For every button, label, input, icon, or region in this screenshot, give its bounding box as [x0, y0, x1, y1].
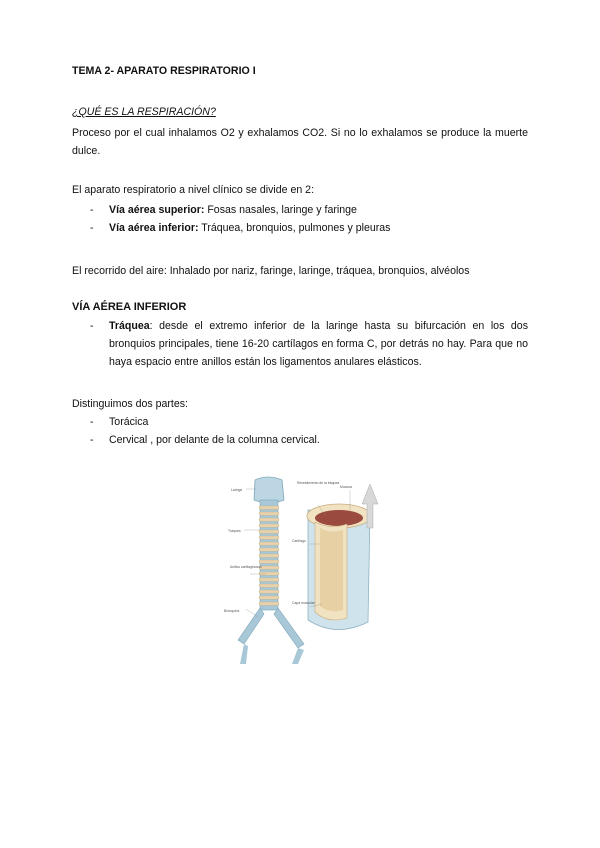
dash-bullet: -: [90, 222, 94, 234]
cartilage-ring: [259, 578, 279, 581]
cartilage-ring: [259, 554, 279, 557]
list-item-text: Tráquea, bronquios, pulmones y pleuras: [198, 222, 391, 234]
list-trachea: [72, 317, 528, 371]
label-traquea: Tráquea: [228, 529, 241, 533]
dash-bullet: -: [90, 416, 94, 428]
cartilage-ring: [259, 566, 279, 569]
paragraph-definition: Proceso por el cual inhalamos O2 y exhalamos CO2. Si no lo exhalamos se produce la muerte dulce.: [72, 127, 528, 157]
section-heading: VÍA AÉREA INFERIOR: [72, 301, 187, 313]
cartilage-ring: [259, 536, 279, 539]
cartilage-ring: [259, 548, 279, 551]
list-airway-parts: [72, 201, 528, 237]
trachea-illustration: [200, 472, 405, 665]
cartilage-ring: [259, 590, 279, 593]
dash-bullet: -: [90, 204, 94, 216]
cartilage-ring: [259, 584, 279, 587]
dash-bullet: -: [90, 320, 94, 332]
list-item: [72, 201, 528, 219]
paragraph-division: El aparato respiratorio a nivel clínico se divide en 2:: [72, 184, 315, 196]
list-item-text: Torácica: [109, 416, 149, 428]
cartilage-ring: [259, 530, 279, 533]
cartilage-ring: [259, 506, 279, 509]
cartilage-ring: [259, 560, 279, 563]
label-revestimiento: Revestimiento de la tráquea: [297, 481, 340, 485]
list-item: [72, 317, 528, 371]
document-title: TEMA 2- APARATO RESPIRATORIO I: [72, 65, 256, 77]
list-item: [72, 413, 528, 431]
cartilage-ring: [259, 602, 279, 605]
cartilage-ring: [259, 572, 279, 575]
cartilage-ring: [259, 512, 279, 515]
cartilage-ring: [259, 542, 279, 545]
list-item: [72, 219, 528, 237]
cartilage-ring: [259, 596, 279, 599]
label-capa-muscular: Capa muscular: [292, 601, 315, 605]
list-item-term: Vía aérea superior:: [109, 204, 205, 216]
paragraph-two-parts: Distinguimos dos partes:: [72, 398, 188, 410]
list-item-term: Vía aérea inferior:: [109, 222, 199, 234]
list-item-text: Fosas nasales, laringe y faringe: [204, 204, 357, 216]
section-subheading: ¿QUÉ ES LA RESPIRACIÓN?: [72, 106, 216, 118]
list-item-body: [109, 317, 528, 371]
list-trachea-parts: [72, 413, 528, 449]
label-bronquios: Bronquios: [224, 609, 240, 613]
list-item-text: : desde el extremo inferior de la laringe hasta su bifurcación en los dos bronquios principales, tiene 16-20 cartílagos en forma C, por detrás no hay. Para que no haya espacio entre anillos están los ligamentos anulares elásticos.: [109, 320, 528, 368]
label-anillos: Anillos cartilaginosos: [230, 565, 262, 569]
dash-bullet: -: [90, 434, 94, 446]
paragraph-air-path: El recorrido del aire: Inhalado por nariz, faringe, laringe, tráquea, bronquios, alvéolos: [72, 265, 470, 277]
list-item-text: Cervical , por delante de la columna cervical.: [109, 434, 320, 446]
label-cartilago: Cartílago: [292, 539, 306, 543]
list-item: [72, 431, 528, 449]
label-mucosa: Mucosa: [340, 485, 352, 489]
list-item-term: Tráquea: [109, 320, 150, 332]
cartilage-ring: [259, 524, 279, 527]
label-laringe: Laringe: [231, 488, 243, 492]
cartilage-ring: [259, 518, 279, 521]
